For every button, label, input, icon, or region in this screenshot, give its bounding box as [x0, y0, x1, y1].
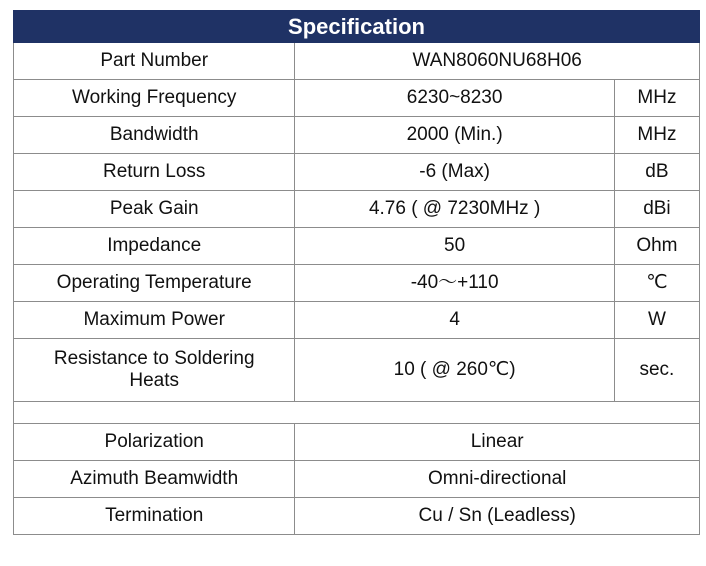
table-row — [14, 302, 700, 339]
row-label: Termination — [14, 498, 295, 535]
row-label: Maximum Power — [14, 302, 295, 339]
row-label: Polarization — [14, 424, 295, 461]
row-label: Working Frequency — [14, 80, 295, 117]
row-unit: dBi — [614, 191, 699, 228]
row-value: -6 (Max) — [295, 154, 614, 191]
table-row — [14, 461, 700, 498]
row-value: WAN8060NU68H06 — [295, 43, 700, 80]
row-unit: sec. — [614, 339, 699, 402]
row-value: Omni-directional — [295, 461, 700, 498]
row-value: 50 — [295, 228, 614, 265]
spacer-cell — [14, 402, 700, 424]
row-unit: MHz — [614, 117, 699, 154]
table-title: Specification — [14, 11, 700, 43]
row-label: Azimuth Beamwidth — [14, 461, 295, 498]
table-row — [14, 498, 700, 535]
table-row — [14, 265, 700, 302]
row-label: Return Loss — [14, 154, 295, 191]
table-row — [14, 228, 700, 265]
row-value: 4 — [295, 302, 614, 339]
table-row — [14, 339, 700, 402]
specification-table — [13, 10, 700, 535]
row-label: Resistance to Soldering Heats — [14, 339, 295, 402]
table-row — [14, 117, 700, 154]
table-row — [14, 154, 700, 191]
row-unit: ℃ — [614, 265, 699, 302]
row-unit: Ohm — [614, 228, 699, 265]
row-label: Impedance — [14, 228, 295, 265]
table-row — [14, 43, 700, 80]
row-unit: W — [614, 302, 699, 339]
row-value: 2000 (Min.) — [295, 117, 614, 154]
table-row — [14, 424, 700, 461]
row-label: Peak Gain — [14, 191, 295, 228]
row-unit: dB — [614, 154, 699, 191]
row-label: Operating Temperature — [14, 265, 295, 302]
row-value: -40～+110 — [295, 265, 614, 302]
row-label: Bandwidth — [14, 117, 295, 154]
row-unit: MHz — [614, 80, 699, 117]
table-row — [14, 191, 700, 228]
table-row — [14, 80, 700, 117]
row-label: Part Number — [14, 43, 295, 80]
row-value: Linear — [295, 424, 700, 461]
spacer-row — [14, 402, 700, 424]
row-value: Cu / Sn (Leadless) — [295, 498, 700, 535]
row-value: 10 ( @ 260℃) — [295, 339, 614, 402]
row-value: 6230~8230 — [295, 80, 614, 117]
row-value: 4.76 ( @ 7230MHz ) — [295, 191, 614, 228]
